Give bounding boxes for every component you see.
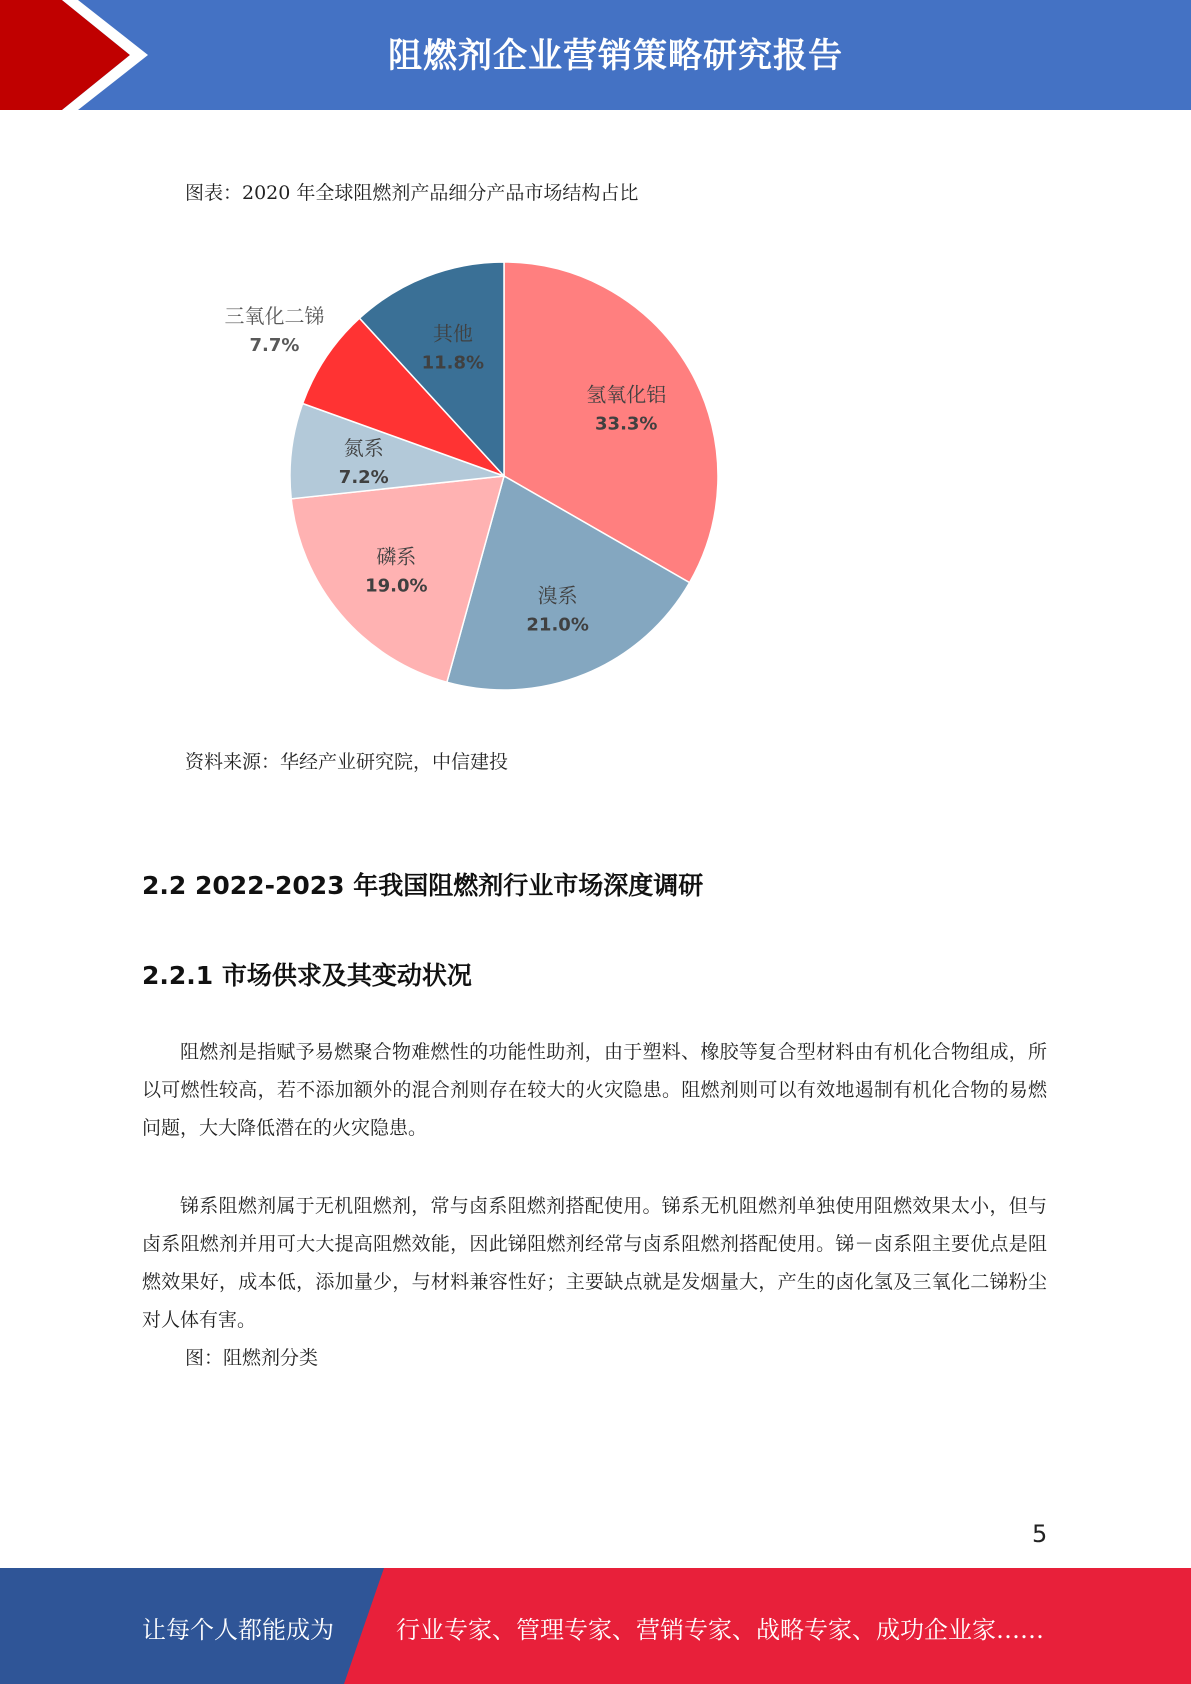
pie-label-value-3: 7.2% — [338, 467, 389, 489]
pie-label-value-0: 33.3% — [595, 413, 658, 435]
pie-chart — [180, 230, 740, 700]
pie-label-name-4: 三氧化二锑 — [224, 304, 325, 329]
figure-caption-2: 图：阻燃剂分类 — [185, 1347, 319, 1369]
pie-label-name-3: 氮系 — [343, 436, 384, 461]
report-title: 阻燃剂企业营销策略研究报告 — [388, 36, 843, 76]
page-number: 5 — [1032, 1520, 1048, 1548]
pie-label-value-2: 19.0% — [365, 575, 428, 597]
pie-label-value-4: 7.7% — [249, 335, 300, 357]
footer-slogan-left: 让每个人都能成为 — [142, 1616, 334, 1644]
subsection-heading: 2.2.1 市场供求及其变动状况 — [142, 961, 472, 990]
pie-label-value-5: 11.8% — [421, 352, 485, 374]
pie-label-name-5: 其他 — [432, 321, 473, 346]
page-header — [0, 0, 1191, 110]
pie-label-name-1: 溴系 — [537, 583, 578, 608]
paragraph-1: 阻燃剂是指赋予易燃聚合物难燃性的功能性助剂，由于塑料、橡胶等复合型材料由有机化合物组成，所以可燃性较高，若不添加额外的混合剂则存在较大的火灾隐患。阻燃剂则可以有效地遏制有机化合物的易燃问题，大大降低潜在的火灾隐患。 — [142, 1041, 1047, 1139]
paragraph-2: 锑系阻燃剂属于无机阻燃剂，常与卤系阻燃剂搭配使用。锑系无机阻燃剂单独使用阻燃效果太小，但与卤系阻燃剂并用可大大提高阻燃效能，因此锑阻燃剂经常与卤系阻燃剂搭配使用。锑－卤系阻主要优点是阻燃效果好，成本低，添加量少，与材料兼容性好；主要缺点就是发烟量大，产生的卤化氢及三氧化二锑粉尘对人体有害。 — [142, 1195, 1047, 1331]
pie-label-name-2: 磷系 — [376, 544, 417, 569]
pie-label-name-0: 氢氧化铝 — [586, 382, 667, 407]
footer-slogan-right: 行业专家、管理专家、营销专家、战略专家、成功企业家…… — [396, 1616, 1044, 1644]
pie-label-value-1: 21.0% — [526, 614, 589, 636]
figure-source: 资料来源：华经产业研究院，中信建投 — [185, 751, 509, 773]
figure-caption: 图表：2020 年全球阻燃剂产品细分产品市场结构占比 — [185, 182, 639, 204]
page-footer — [0, 1568, 1191, 1684]
section-heading: 2.2 2022-2023 年我国阻燃剂行业市场深度调研 — [142, 871, 704, 900]
